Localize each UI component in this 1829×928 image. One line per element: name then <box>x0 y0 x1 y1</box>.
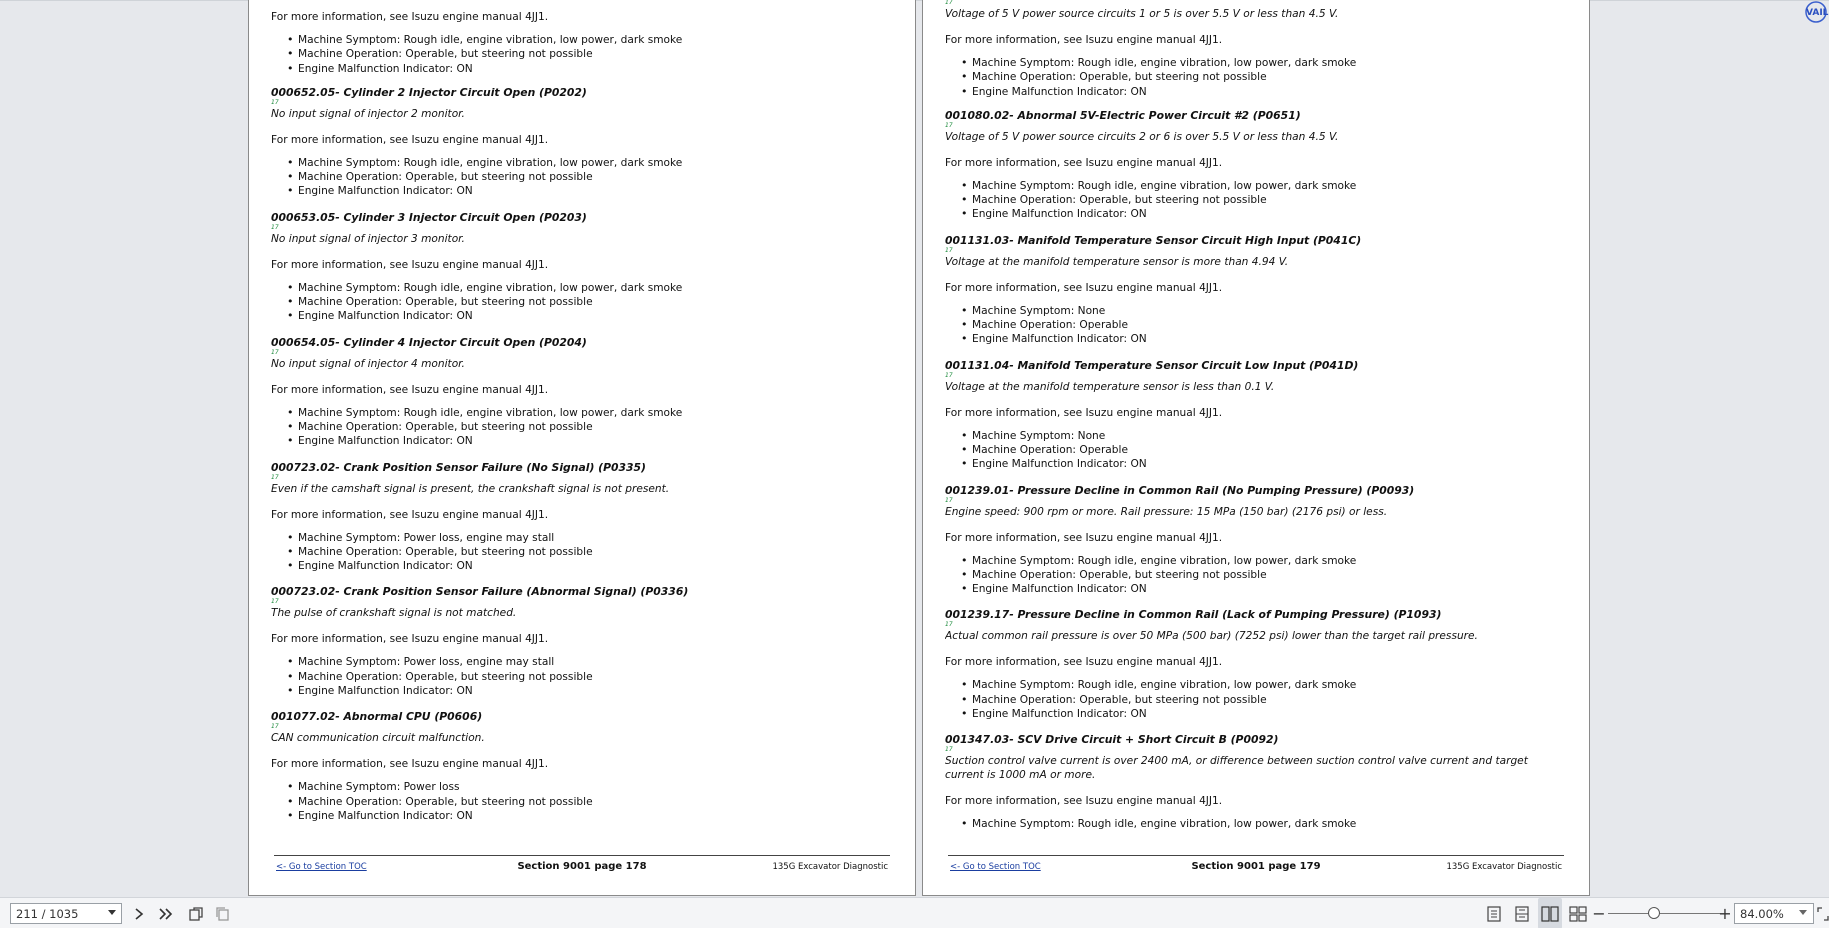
bullet-item: • Machine Symptom: Power loss <box>287 780 893 794</box>
page-indicator: 211 / 1035 <box>16 906 79 921</box>
page-left-content <box>271 10 893 865</box>
bullet-item: • Engine Malfunction Indicator: ON <box>961 707 1567 721</box>
dtc-section <box>271 700 893 823</box>
dtc-heading: 000653.05- Cylinder 3 Injector Circuit Open (P0203) <box>271 210 587 224</box>
bullet-list <box>961 429 1567 472</box>
dtc-section <box>945 349 1567 472</box>
bullet-item: • Machine Symptom: Rough idle, engine vibration, low power, dark smoke <box>961 554 1567 568</box>
continuous-view-button[interactable] <box>1510 898 1534 928</box>
info-text: For more information, see Isuzu engine manual 4JJ1. <box>945 531 1223 544</box>
section-marker: 17 <box>945 0 953 6</box>
bullet-item: • Engine Malfunction Indicator: ON <box>961 457 1567 471</box>
copy-button[interactable] <box>211 898 235 928</box>
zoom-level-select[interactable] <box>1734 903 1814 924</box>
info-text: For more information, see Isuzu engine manual 4JJ1. <box>945 656 1223 669</box>
bullet-item: • Machine Symptom: None <box>961 304 1567 318</box>
bullet-item: • Engine Malfunction Indicator: ON <box>961 207 1567 221</box>
viewer-toolbar <box>0 897 1829 928</box>
dtc-heading: 000723.02- Crank Position Sensor Failure (No Signal) (P0335) <box>271 460 646 474</box>
bullet-item: • Machine Operation: Operable, but steering not possible <box>287 795 893 809</box>
continuous-view-icon <box>1514 906 1530 922</box>
document-title: 135G Excavator Diagnostic <box>1446 862 1562 872</box>
bullet-item: • Machine Operation: Operable, but steering not possible <box>961 568 1567 582</box>
dtc-section <box>945 723 1567 831</box>
dtc-heading: 001080.02- Abnormal 5V-Electric Power Circuit #2 (P0651) <box>945 108 1301 122</box>
section-marker: 17 <box>271 723 279 731</box>
info-text: For more information, see Isuzu engine manual 4JJ1. <box>271 133 549 146</box>
section-marker: 17 <box>271 473 279 481</box>
section-description: Even if the camshaft signal is present, the crankshaft signal is not present. <box>271 482 670 495</box>
chevron-down-icon <box>108 910 116 915</box>
bullet-item: • Machine Operation: Operable, but steering not possible <box>287 420 893 434</box>
bullet-item: • Machine Operation: Operable, but steering not possible <box>287 545 893 559</box>
dtc-section <box>271 201 893 324</box>
section-marker: 17 <box>945 121 953 129</box>
two-page-view-icon <box>1541 906 1559 922</box>
bullet-list <box>287 156 893 199</box>
dtc-heading: 000723.02- Crank Position Sensor Failure (Abnormal Signal) (P0336) <box>271 585 689 599</box>
info-text: For more information, see Isuzu engine manual 4JJ1. <box>945 156 1223 169</box>
bullet-list <box>961 179 1567 222</box>
section-description: The pulse of crankshaft signal is not matched. <box>271 607 517 620</box>
badge-text: VAIL <box>1806 8 1829 18</box>
two-page-continuous-view-button[interactable] <box>1566 898 1590 928</box>
bullet-item: • Machine Symptom: Rough idle, engine vibration, low power, dark smoke <box>961 56 1567 70</box>
dtc-section <box>271 326 893 449</box>
bullet-item: • Machine Symptom: Power loss, engine may stall <box>287 531 893 545</box>
go-to-section-toc-link[interactable]: <- Go to Section TOC <box>276 862 367 872</box>
zoom-out-button[interactable] <box>1592 898 1606 928</box>
single-page-view-button[interactable] <box>1482 898 1506 928</box>
next-page-icon <box>132 907 146 921</box>
bullet-item: • Machine Symptom: Rough idle, engine vibration, low power, dark smoke <box>287 33 893 47</box>
bullet-item: • Machine Symptom: Rough idle, engine vibration, low power, dark smoke <box>287 406 893 420</box>
bullet-list <box>961 304 1567 347</box>
app-logo-badge[interactable] <box>1800 0 1829 26</box>
info-text: For more information, see Isuzu engine manual 4JJ1. <box>945 795 1223 808</box>
section-marker: 17 <box>945 371 953 379</box>
section-description: No input signal of injector 4 monitor. <box>271 357 465 370</box>
last-page-button[interactable] <box>154 898 178 928</box>
dtc-section <box>945 474 1567 597</box>
page-number-select[interactable] <box>10 903 122 924</box>
bullet-item: • Machine Operation: Operable, but steering not possible <box>287 47 893 61</box>
page-right-content <box>945 0 1567 855</box>
dtc-section <box>271 76 893 199</box>
bullet-item: • Machine Symptom: Rough idle, engine vibration, low power, dark smoke <box>961 678 1567 692</box>
section-marker: 17 <box>271 598 279 606</box>
bullet-item: • Machine Operation: Operable, but steering not possible <box>961 193 1567 207</box>
single-page-view-icon <box>1486 906 1502 922</box>
bullet-item: • Engine Malfunction Indicator: ON <box>287 184 893 198</box>
next-page-button[interactable] <box>127 898 151 928</box>
fullscreen-button[interactable] <box>1817 898 1829 928</box>
dtc-section <box>271 451 893 574</box>
section-description: Voltage at the manifold temperature sensor is less than 0.1 V. <box>945 380 1275 393</box>
page-number-label: Section 9001 page 179 <box>1191 861 1321 872</box>
info-text: For more information, see Isuzu engine manual 4JJ1. <box>945 281 1223 294</box>
info-text: For more information, see Isuzu engine manual 4JJ1. <box>271 383 549 396</box>
bullet-list <box>961 678 1567 721</box>
bullet-list <box>287 655 893 698</box>
section-marker: 17 <box>271 223 279 231</box>
bullet-item: • Machine Operation: Operable <box>961 318 1567 332</box>
logo-icon <box>1800 0 1829 26</box>
page-number-label: Section 9001 page 178 <box>517 861 647 872</box>
section-description: Voltage of 5 V power source circuits 2 or 6 is over 5.5 V or less than 4.5 V. <box>945 130 1339 143</box>
page-footer <box>274 855 890 875</box>
bullet-item: • Engine Malfunction Indicator: ON <box>961 582 1567 596</box>
info-text: For more information, see Isuzu engine manual 4JJ1. <box>271 758 549 771</box>
bullet-item: • Machine Symptom: Rough idle, engine vibration, low power, dark smoke <box>961 817 1567 831</box>
section-description: No input signal of injector 3 monitor. <box>271 232 465 245</box>
bullet-item: • Engine Malfunction Indicator: ON <box>287 684 893 698</box>
dtc-heading: 001239.01- Pressure Decline in Common Rail (No Pumping Pressure) (P0093) <box>945 483 1415 497</box>
dtc-heading: 001347.03- SCV Drive Circuit + Short Circuit B (P0092) <box>945 733 1279 747</box>
info-text: For more information, see Isuzu engine manual 4JJ1. <box>945 34 1223 46</box>
bullet-list <box>287 33 893 76</box>
bullet-item: • Engine Malfunction Indicator: ON <box>287 559 893 573</box>
dtc-heading: 000652.05- Cylinder 2 Injector Circuit Open (P0202) <box>271 85 587 99</box>
last-page-icon <box>158 907 174 921</box>
zoom-slider-track[interactable] <box>1608 913 1720 914</box>
dtc-heading: 000654.05- Cylinder 4 Injector Circuit Open (P0204) <box>271 335 587 349</box>
dtc-heading: 001077.02- Abnormal CPU (P0606) <box>271 710 483 724</box>
bullet-list <box>287 780 893 823</box>
bullet-item: • Machine Operation: Operable, but steering not possible <box>287 170 893 184</box>
bullet-list <box>961 817 1567 831</box>
rotate-button[interactable] <box>184 898 208 928</box>
info-text: For more information, see Isuzu engine manual 4JJ1. <box>271 258 549 271</box>
two-page-view-button[interactable] <box>1538 898 1562 928</box>
dtc-heading: 001131.03- Manifold Temperature Sensor Circuit High Input (P041C) <box>945 233 1362 247</box>
bullet-item: • Machine Operation: Operable, but steering not possible <box>961 70 1567 84</box>
bullet-item: • Engine Malfunction Indicator: ON <box>961 85 1567 99</box>
section-marker: 17 <box>945 246 953 254</box>
section-marker: 17 <box>945 496 953 504</box>
page-left <box>248 0 916 896</box>
section-description: No input signal of injector 2 monitor. <box>271 107 465 120</box>
section-description: Actual common rail pressure is over 50 MPa (500 bar) (7252 psi) lower than the target rail pressure. <box>945 630 1478 643</box>
zoom-value: 84.00% <box>1740 906 1784 921</box>
bullet-item: • Machine Operation: Operable, but steering not possible <box>287 295 893 309</box>
bullet-item: • Engine Malfunction Indicator: ON <box>961 332 1567 346</box>
bullet-item: • Engine Malfunction Indicator: ON <box>287 434 893 448</box>
bullet-list <box>287 406 893 449</box>
rotate-icon <box>188 906 204 922</box>
bullet-list <box>961 56 1567 99</box>
info-text: For more information, see Isuzu engine manual 4JJ1. <box>271 11 549 23</box>
bullet-item: • Engine Malfunction Indicator: ON <box>287 309 893 323</box>
section-marker: 17 <box>945 746 953 754</box>
bullet-item: • Machine Operation: Operable, but steering not possible <box>287 670 893 684</box>
section-description: CAN communication circuit malfunction. <box>271 732 485 745</box>
bullet-item: • Machine Operation: Operable, but steering not possible <box>961 693 1567 707</box>
document-title: 135G Excavator Diagnostic <box>772 862 888 872</box>
section-marker: 17 <box>945 621 953 629</box>
section-description: Voltage of 5 V power source circuits 1 or 5 is over 5.5 V or less than 4.5 V. <box>945 8 1339 20</box>
bullet-item: • Machine Operation: Operable <box>961 443 1567 457</box>
bullet-list <box>287 531 893 574</box>
section-description: Voltage at the manifold temperature sensor is more than 4.94 V. <box>945 255 1289 268</box>
info-text: For more information, see Isuzu engine manual 4JJ1. <box>945 406 1223 419</box>
go-to-section-toc-link[interactable]: <- Go to Section TOC <box>950 862 1041 872</box>
info-text: For more information, see Isuzu engine manual 4JJ1. <box>271 508 549 521</box>
dtc-heading: 001239.17- Pressure Decline in Common Rail (Lack of Pumping Pressure) (P1093) <box>945 608 1442 622</box>
section-description: Engine speed: 900 rpm or more. Rail pressure: 15 MPa (150 bar) (2176 psi) or less. <box>945 505 1388 518</box>
section-marker: 17 <box>271 348 279 356</box>
bullet-item: • Machine Symptom: Rough idle, engine vibration, low power, dark smoke <box>287 156 893 170</box>
bullet-item: • Machine Symptom: Rough idle, engine vibration, low power, dark smoke <box>287 281 893 295</box>
zoom-in-button[interactable] <box>1718 898 1732 928</box>
copy-icon <box>215 906 231 922</box>
bullet-item: • Machine Symptom: Power loss, engine may stall <box>287 655 893 669</box>
page-footer <box>948 855 1564 875</box>
dtc-section <box>945 99 1567 222</box>
bullet-item: • Engine Malfunction Indicator: ON <box>287 62 893 76</box>
info-text: For more information, see Isuzu engine manual 4JJ1. <box>271 633 549 646</box>
dtc-heading: 001131.04- Manifold Temperature Sensor Circuit Low Input (P041D) <box>945 358 1359 372</box>
zoom-slider-thumb[interactable] <box>1648 907 1660 919</box>
dtc-section <box>945 224 1567 347</box>
bullet-list <box>961 554 1567 597</box>
dtc-section <box>271 575 893 698</box>
dtc-section <box>945 598 1567 721</box>
zoom-out-icon: − <box>1592 904 1606 923</box>
zoom-in-icon: + <box>1718 904 1732 923</box>
section-marker: 17 <box>271 98 279 106</box>
two-page-continuous-view-icon <box>1569 906 1587 922</box>
chevron-down-icon <box>1799 910 1807 915</box>
fullscreen-icon <box>1817 907 1829 921</box>
section-description: Suction control valve current is over 2400 mA, or difference between suction control valve current and target current is 1000 mA or more. <box>945 755 1528 782</box>
bullet-list <box>287 281 893 324</box>
bullet-item: • Machine Symptom: Rough idle, engine vibration, low power, dark smoke <box>961 179 1567 193</box>
bullet-item: • Engine Malfunction Indicator: ON <box>287 809 893 823</box>
bullet-item: • Machine Symptom: None <box>961 429 1567 443</box>
page-right <box>922 0 1590 896</box>
